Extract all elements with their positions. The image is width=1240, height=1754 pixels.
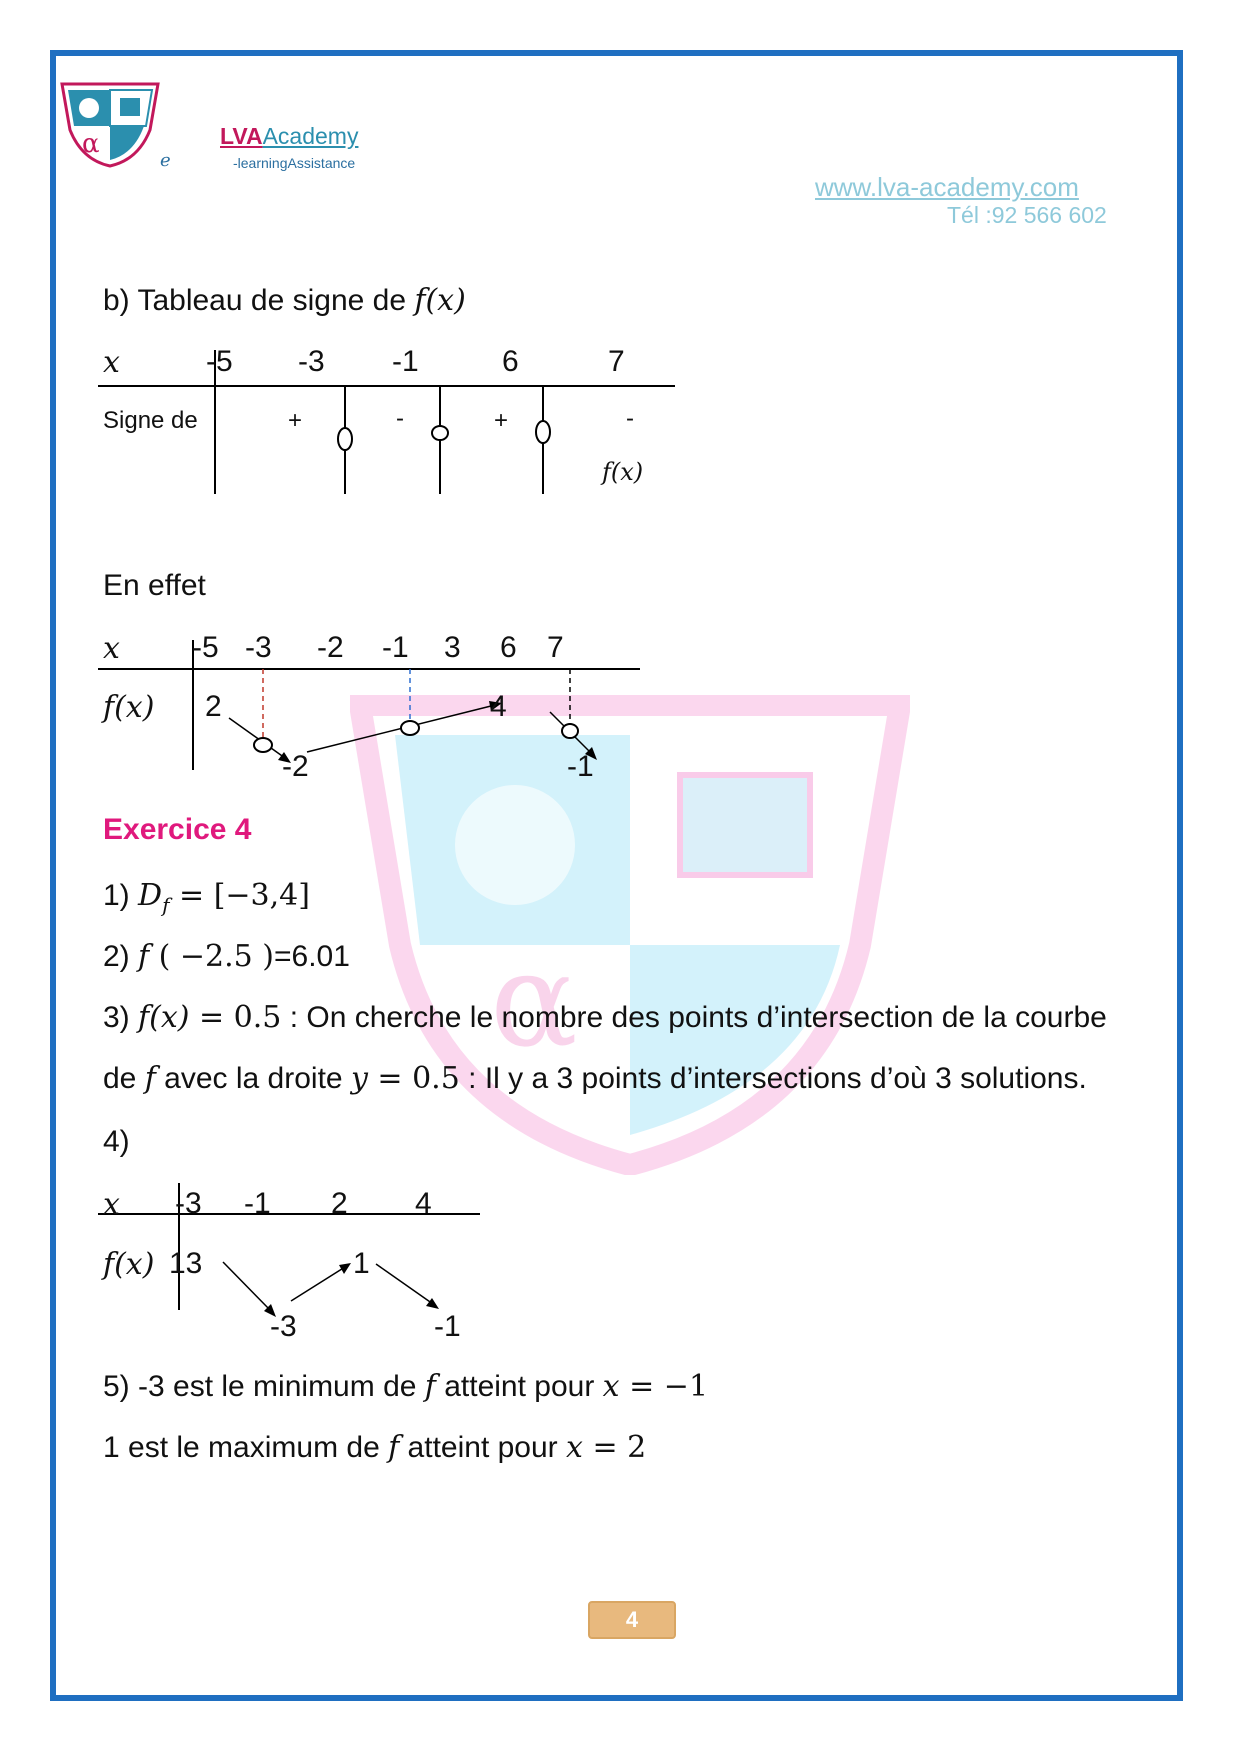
logo-letter: e [160,150,171,171]
exercise-4-q2 [103,939,350,974]
q5-line1-text2: atteint pour [435,1370,603,1403]
q5-line1-f: f [424,1369,436,1404]
page-number: 4 [588,1601,676,1639]
q1-domain-symbol: D [138,878,163,913]
variation-table-1-x-value: -1 [382,631,409,664]
en-effet-heading: En effet [103,569,206,602]
variation-table-2-value: 1 [353,1247,370,1280]
part-b-title-math: f(x) [414,283,466,318]
q5-line1-x: x [602,1369,620,1404]
exercise-4-q3-line1 [103,1000,1107,1035]
q5-line2-value: = 2 [582,1430,647,1465]
brand-subtitle: -learningAssistance [233,155,356,171]
q1-prefix: 1) [103,879,139,912]
sign-table-x-value: -3 [298,345,325,378]
variation-table-2-x-value: -1 [244,1187,271,1220]
variation-table-2-x-value: -3 [175,1187,202,1220]
brand-name [220,123,358,150]
q3-equals2: = 0.5 [367,1061,460,1096]
q1-domain-value: = [−3,4] [169,878,310,913]
sign-table-sign: - [396,405,404,432]
variation-table-2-value: 13 [169,1247,203,1280]
sign-table-sign: + [494,407,509,434]
exercise-4-q5-line2 [103,1430,646,1465]
q3-y: y [350,1061,368,1096]
sign-table-x-value: 7 [608,345,625,378]
phone-number: Tél :92 566 602 [947,202,1107,228]
sign-table-x-value: -1 [392,345,419,378]
q1-domain-subscript: f [162,893,170,917]
variation-table-1-value: -2 [282,750,309,783]
q3-text2a: de [103,1062,145,1095]
variation-table-1-x-value: -3 [245,631,272,664]
q3-f: f [144,1061,156,1096]
variation-table-1-value: 4 [490,690,507,723]
q3-prefix: 3) [103,1001,139,1034]
q2-prefix: 2) [103,940,139,973]
variation-table-2-value: -3 [270,1310,297,1343]
sign-table-sign: - [626,405,634,432]
q5-line2-f: f [388,1430,400,1465]
exercise-4-q1 [103,878,310,917]
part-b-title-text: b) Tableau de signe de [103,284,415,317]
brand-academy: Academy [262,123,359,149]
q5-line2-text2: atteint pour [399,1431,566,1464]
q5-line2-text: 1 est le maximum de [103,1431,389,1464]
q5-line2-x: x [566,1430,583,1465]
sign-table-sign: + [288,407,303,434]
q3-equals: = 0.5 [189,1000,282,1035]
variation-table-1-value: -1 [567,750,594,783]
q5-line1-text: 5) -3 est le minimum de [103,1370,425,1403]
q2-argument: ( −2.5 ) [149,939,274,974]
exercise-4-q4-label: 4) [103,1125,130,1158]
sign-table-x-label: x [103,345,120,380]
variation-table-1-x-value: -2 [317,631,344,664]
q3-text2c: : Il y a 3 points d’intersections d’où 3 solutions. [459,1062,1087,1095]
sign-table-row-label: Signe de [103,407,198,434]
q5-line1-value: = −1 [619,1369,709,1404]
exercise-4-title: Exercice 4 [103,813,252,846]
website-link[interactable]: www.lva-academy.com [815,172,1079,202]
part-b-title [103,283,466,318]
variation-table-1-x-value: 6 [500,631,517,664]
svg-text:α: α [82,129,100,159]
variation-table-1-x-value: -5 [192,631,219,664]
variation-table-1-row-label: f(x) [103,690,155,725]
sign-table-row-label-math: f(x) [602,458,644,486]
q2-result: =6.01 [274,940,350,973]
variation-table-2-value: -1 [434,1310,461,1343]
variation-table-2-row-label: f(x) [103,1247,155,1282]
variation-table-2-x-label: x [103,1187,120,1222]
q3-text2b: avec la droite [155,1062,351,1095]
sign-table-x-value: -5 [206,345,233,378]
variation-table-1-x-value: 7 [547,631,564,664]
variation-table-2-x-value: 2 [331,1187,348,1220]
q3-text1: : On cherche le nombre des points d’intersection de la courbe [281,1001,1107,1034]
exercise-4-q3-line2 [103,1061,1087,1096]
academy-logo [58,80,163,170]
exercise-4-q5-line1 [103,1369,708,1404]
variation-table-1-value: 2 [205,690,222,723]
variation-table-1-x-label: x [103,631,120,666]
q3-fx: f(x) [138,1000,190,1035]
sign-table-x-value: 6 [502,345,519,378]
svg-text:α: α [490,924,578,1076]
brand-lva: LVA [220,123,263,149]
q2-function: f [138,939,150,974]
variation-table-1-x-value: 3 [444,631,461,664]
variation-table-2-x-value: 4 [415,1187,432,1220]
